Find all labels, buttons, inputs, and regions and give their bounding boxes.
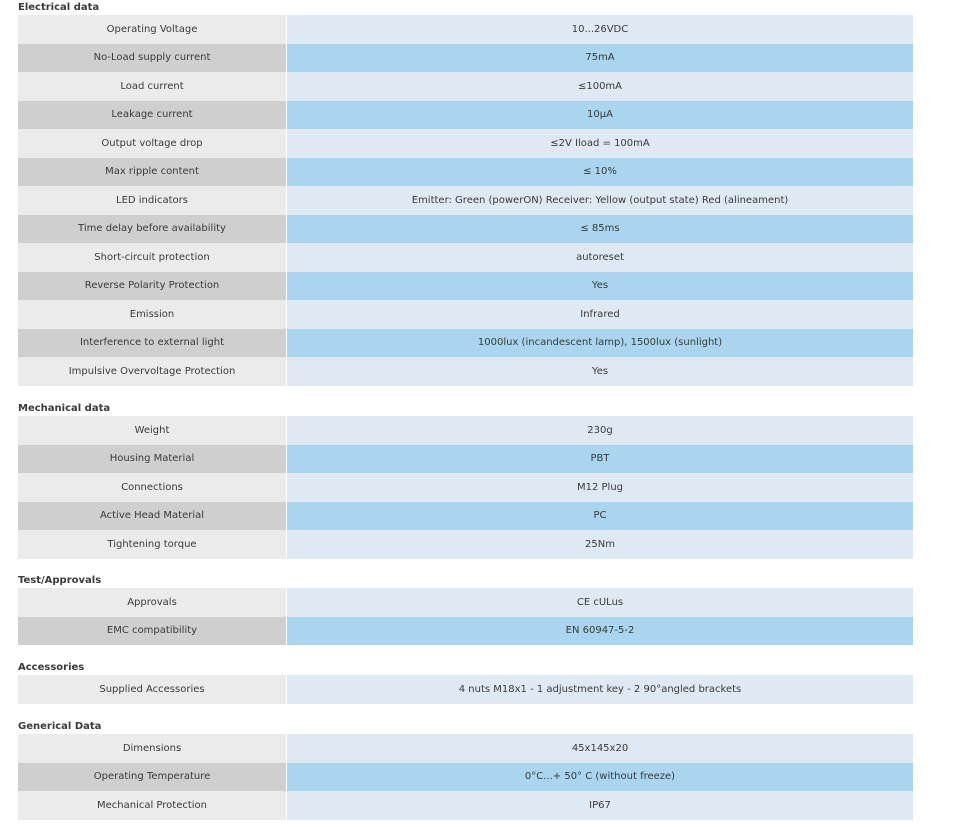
- spec-label: Output voltage drop: [18, 129, 287, 158]
- spec-value: Yes: [287, 272, 913, 301]
- spec-label: Dimensions: [18, 734, 287, 763]
- spec-table: [18, 15, 913, 386]
- spec-value: PC: [287, 502, 913, 531]
- section-title: Generical Data: [18, 721, 102, 732]
- section-mechanical-data: [18, 402, 913, 559]
- spec-value: ≤ 85ms: [287, 215, 913, 244]
- spec-row: [18, 734, 913, 763]
- spec-value: 10...26VDC: [287, 15, 913, 44]
- spec-row: [18, 186, 913, 215]
- spec-row: [18, 416, 913, 445]
- spec-label: Impulsive Overvoltage Protection: [18, 357, 287, 386]
- spec-value: 45x145x20: [287, 734, 913, 763]
- spec-label: No-Load supply current: [18, 44, 287, 73]
- spec-label: Interference to external light: [18, 329, 287, 358]
- spec-row: [18, 502, 913, 531]
- spec-table: [18, 588, 913, 645]
- spec-value: Emitter: Green (powerON) Receiver: Yellow (output state) Red (alineament): [287, 186, 913, 215]
- spec-value: 25Nm: [287, 530, 913, 559]
- spec-row: [18, 129, 913, 158]
- section-generical-data: [18, 720, 913, 820]
- section-title: Electrical data: [18, 2, 100, 13]
- spec-value: 230g: [287, 416, 913, 445]
- spec-value: 0°C...+ 50° C (without freeze): [287, 763, 913, 792]
- spec-row: [18, 101, 913, 130]
- section-title: Mechanical data: [18, 403, 111, 414]
- spec-row: [18, 329, 913, 358]
- spec-row: [18, 675, 913, 704]
- section-accessories: [18, 661, 913, 704]
- spec-value: Infrared: [287, 300, 913, 329]
- spec-value: 75mA: [287, 44, 913, 73]
- spec-value: autoreset: [287, 243, 913, 272]
- spec-value: IP67: [287, 791, 913, 820]
- spec-label: Supplied Accessories: [18, 675, 287, 704]
- section-title: Test/Approvals: [18, 575, 102, 586]
- spec-label: Load current: [18, 72, 287, 101]
- spec-label: Tightening torque: [18, 530, 287, 559]
- spec-value: M12 Plug: [287, 473, 913, 502]
- spec-row: [18, 44, 913, 73]
- spec-row: [18, 158, 913, 187]
- spec-label: Active Head Material: [18, 502, 287, 531]
- spec-table: [18, 675, 913, 704]
- spec-value: 1000lux (incandescent lamp), 1500lux (sunlight): [287, 329, 913, 358]
- spec-label: Short-circuit protection: [18, 243, 287, 272]
- spec-value: ≤ 10%: [287, 158, 913, 187]
- spec-row: [18, 791, 913, 820]
- spec-label: Max ripple content: [18, 158, 287, 187]
- spec-value: Yes: [287, 357, 913, 386]
- spec-row: [18, 215, 913, 244]
- spec-value: PBT: [287, 445, 913, 474]
- spec-value: 4 nuts M18x1 - 1 adjustment key - 2 90°angled brackets: [287, 675, 913, 704]
- spec-row: [18, 445, 913, 474]
- spec-row: [18, 243, 913, 272]
- spec-row: [18, 272, 913, 301]
- spec-label: Weight: [18, 416, 287, 445]
- spec-label: Emission: [18, 300, 287, 329]
- section-title: Accessories: [18, 662, 85, 673]
- spec-row: [18, 588, 913, 617]
- spec-label: LED indicators: [18, 186, 287, 215]
- spec-label: Time delay before availability: [18, 215, 287, 244]
- spec-row: [18, 72, 913, 101]
- spec-label: Operating Voltage: [18, 15, 287, 44]
- spec-row: [18, 473, 913, 502]
- spec-table: [18, 734, 913, 820]
- spec-row: [18, 300, 913, 329]
- spec-row: [18, 763, 913, 792]
- spec-label: Operating Temperature: [18, 763, 287, 792]
- spec-label: EMC compatibility: [18, 617, 287, 646]
- spec-value: ≤100mA: [287, 72, 913, 101]
- spec-value: EN 60947-5-2: [287, 617, 913, 646]
- section-test-approvals: [18, 574, 913, 645]
- spec-label: Leakage current: [18, 101, 287, 130]
- spec-label: Housing Material: [18, 445, 287, 474]
- spec-row: [18, 15, 913, 44]
- spec-value: 10µA: [287, 101, 913, 130]
- spec-table: [18, 416, 913, 559]
- spec-value: CE cULus: [287, 588, 913, 617]
- spec-row: [18, 617, 913, 646]
- spec-value: ≤2V Iload = 100mA: [287, 129, 913, 158]
- spec-label: Mechanical Protection: [18, 791, 287, 820]
- section-electrical-data: [18, 1, 913, 386]
- spec-label: Reverse Polarity Protection: [18, 272, 287, 301]
- spec-label: Connections: [18, 473, 287, 502]
- spec-label: Approvals: [18, 588, 287, 617]
- spec-row: [18, 357, 913, 386]
- spec-row: [18, 530, 913, 559]
